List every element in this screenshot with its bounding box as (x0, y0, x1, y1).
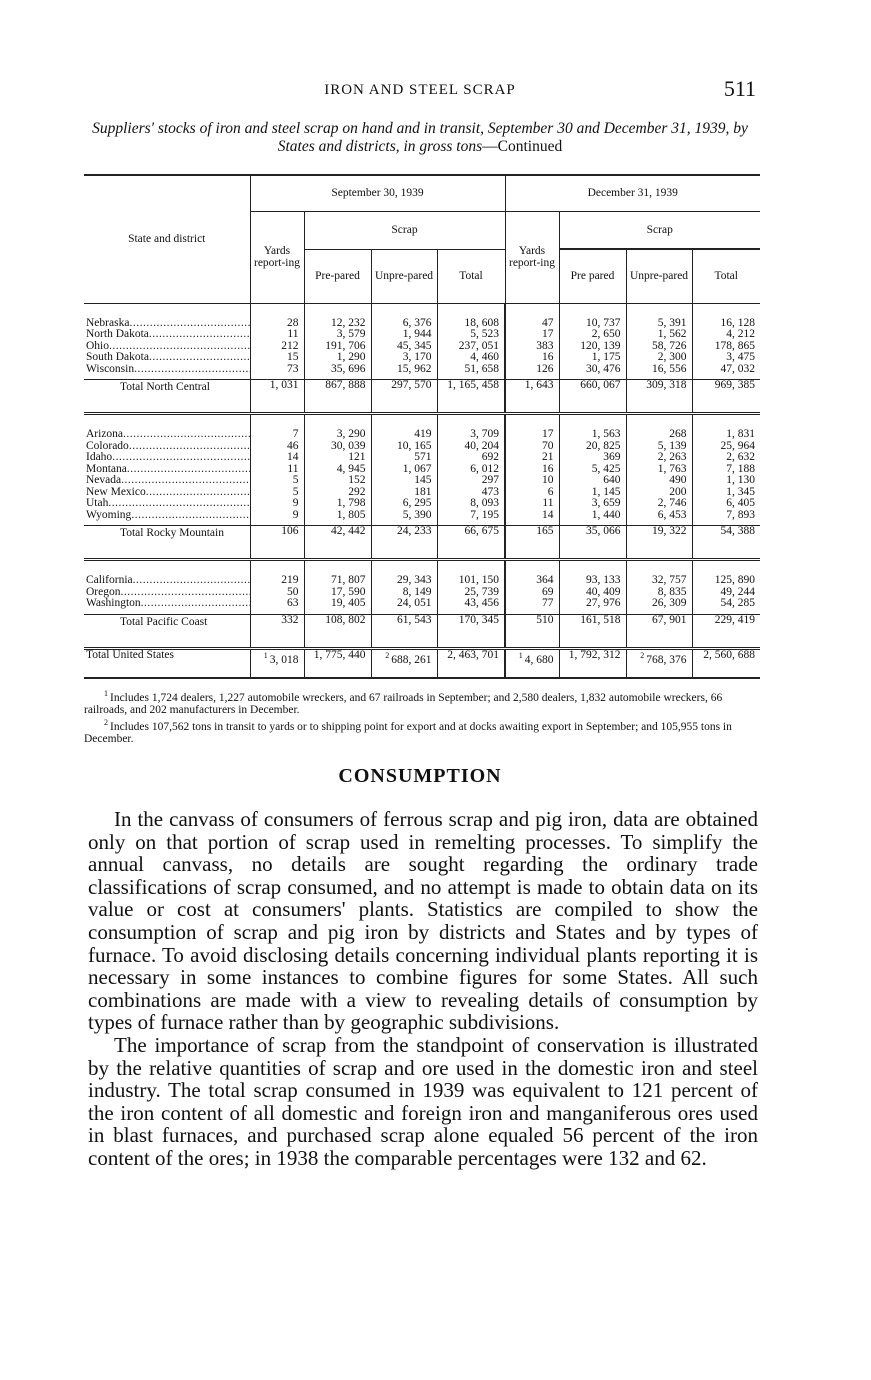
leader-dots (112, 452, 249, 463)
table-value: 6, 453 (657, 508, 687, 521)
total-value: 165 (505, 526, 559, 560)
table-value: 8, 835 (657, 585, 687, 598)
table-value: 1, 805 (336, 508, 366, 521)
value-cell (559, 303, 626, 380)
table-value: 3, 579 (336, 328, 366, 340)
table-value: 1, 763 (657, 462, 687, 475)
table-value: 15, 962 (397, 362, 432, 375)
state-name: Oregon ..... (86, 587, 250, 599)
table-value: 6, 405 (726, 497, 755, 509)
leader-dots (131, 510, 249, 521)
total-value: 867, 888 (304, 380, 371, 414)
table-value: 77 (542, 597, 554, 609)
value-cell (505, 414, 559, 526)
table-row-group (84, 560, 760, 615)
total-value: 24, 233 (371, 526, 437, 560)
footnote-marker: 2 (385, 650, 392, 660)
table-value: 45, 345 (397, 339, 432, 352)
table-row-group (84, 303, 760, 380)
table-value: 51, 658 (464, 362, 499, 375)
total-label: Total Pacific Coast (84, 614, 250, 648)
total-label: Total North Central (84, 380, 250, 414)
paragraph: In the canvass of consumers of ferrous scrap and pig iron, data are obtained only on that portion of scrap used in remelting processes. To simplify the annual canvass, no details are sought regarding the ordinary trade classifications of scrap consumed, and no attempt is made to obtain data on its value or cost at consumers' plants. Statistics are compiled to show the consumption of scrap and pig iron by districts and States and by types of furnace. To avoid disclosing details concerning individual plants reporting it is necessary in some instances to combine figures for some States. All such combinations are made with a view to revealing details of consumption by types of furnace rather than by geographic subdivisions. (88, 807, 758, 1035)
value-cell (250, 560, 304, 615)
table-value: 8, 093 (470, 497, 499, 509)
state-name-cell (84, 414, 250, 526)
body-text (88, 808, 758, 1170)
grand-total-value: 1, 775, 440 (304, 648, 371, 678)
total-value: 1, 031 (250, 380, 304, 414)
value-cell (304, 303, 371, 380)
table-value: 11 (542, 497, 554, 509)
total-value: 42, 442 (304, 526, 371, 560)
table-value: 145 (414, 474, 432, 486)
value-cell (304, 414, 371, 526)
header-yards-sep: Yards report-ing (250, 211, 304, 303)
table-value: 17 (542, 328, 554, 340)
page-number: 511 (723, 76, 756, 101)
table-value: 2, 650 (591, 328, 621, 340)
table-value: 1, 798 (336, 497, 366, 509)
table-value: 6, 295 (402, 497, 432, 509)
state-name: Arizona ..... (86, 429, 250, 441)
running-head (84, 76, 756, 102)
table-value: 292 (348, 485, 366, 498)
table-value: 63 (287, 597, 299, 609)
table-value: 178, 865 (714, 339, 755, 352)
table-value: 14 (542, 508, 554, 521)
state-name-cell (84, 560, 250, 615)
table-value: 9 (292, 508, 299, 521)
table-value: 4, 212 (726, 328, 755, 340)
table-value: 11 (287, 462, 299, 475)
leader-dots (133, 575, 250, 586)
value-cell (505, 303, 559, 380)
table-value: 4, 945 (336, 462, 366, 475)
total-value: 54, 388 (692, 526, 760, 560)
total-value: 108, 802 (304, 614, 371, 648)
table-value: 69 (542, 585, 554, 598)
table-value: 30, 039 (331, 439, 366, 452)
header-december: December 31, 1939 (505, 175, 760, 211)
state-name: Utah ..... (86, 498, 250, 510)
table-value: 30, 476 (586, 362, 621, 375)
table-value: 1, 563 (591, 428, 621, 440)
table-value: 200 (669, 485, 687, 498)
leader-dots (149, 329, 250, 340)
total-value: 106 (250, 526, 304, 560)
table-value: 212 (281, 339, 299, 352)
table-value: 16, 556 (652, 362, 687, 375)
table-value: 20, 825 (586, 439, 621, 452)
table-value: 6, 012 (470, 462, 499, 475)
paragraph: The importance of scrap from the standpoint of conservation is illustrated by the relative quantities of scrap and ore used in the domestic iron and steel industry. The total scrap consumed in 1939 was equivalent to 121 percent of the iron content of all domestic and foreign iron and manganiferous ores used in blast furnaces, and purchased scrap alone equaled 56 percent of the iron content of the ores; in 1938 the comparable percentages were 132 and 62. (88, 1032, 758, 1170)
value-cell (371, 414, 437, 526)
table-value: 1, 175 (591, 351, 621, 363)
table-value: 28 (287, 316, 299, 329)
caption-continued: —Continued (482, 138, 563, 155)
value-cell (437, 560, 505, 615)
grand-total-value: $^1$ 4, 680 (505, 648, 559, 678)
table-row-grand-total (84, 648, 760, 678)
table-value: 3, 709 (470, 428, 499, 440)
table-value: 10, 165 (397, 439, 432, 452)
header-total-sep: Total (437, 249, 505, 303)
table-value: 1, 345 (726, 485, 755, 498)
table-value: 1, 831 (726, 428, 755, 440)
leader-dots (127, 464, 250, 475)
total-value: 229, 419 (692, 614, 760, 648)
table-row-total (84, 614, 760, 648)
leader-dots (149, 352, 250, 363)
table-value: 25, 964 (720, 439, 755, 452)
value-cell (692, 303, 760, 380)
table-value: 219 (281, 574, 299, 586)
value-cell (559, 414, 626, 526)
header-september: September 30, 1939 (250, 175, 505, 211)
total-value: 35, 066 (559, 526, 626, 560)
table-value: 73 (287, 362, 299, 375)
leader-dots (121, 587, 250, 598)
table-value: 2, 300 (657, 351, 687, 363)
total-value: 19, 322 (626, 526, 692, 560)
value-cell (626, 560, 692, 615)
header-prepared-sep: Pre-pared (304, 249, 371, 303)
table-value: 369 (603, 451, 621, 463)
leader-dots (129, 441, 250, 452)
table-value: 8, 149 (402, 585, 432, 598)
total-value: 297, 570 (371, 380, 437, 414)
footnote-marker: 1 (263, 650, 270, 660)
caption-italic: Suppliers' stocks of iron and steel scrap on hand and in transit, September 30 and December 31, 1939, by States and districts, in gross tons (92, 120, 748, 155)
state-name: Nevada ..... (86, 475, 250, 487)
table-body (84, 303, 760, 678)
table-value: 7 (292, 428, 299, 440)
table-row-group (84, 414, 760, 526)
value-cell (437, 414, 505, 526)
header-prepared-dec: Pre pared (559, 249, 626, 303)
total-value: 309, 318 (626, 380, 692, 414)
state-name: Colorado ..... (86, 441, 250, 453)
table-value: 6 (547, 485, 554, 498)
table-value: 5, 391 (657, 316, 687, 329)
grand-total-value: $^2$ 688, 261 (371, 648, 437, 678)
table-value: 27, 976 (586, 597, 621, 609)
table-value: 40, 409 (586, 585, 621, 598)
table-value: 1, 440 (591, 508, 621, 521)
footnote: $^2$ Includes 107,562 tons in transit to yards or to shipping point for export and at docks awaiting export in September; and 105,955 tons in December. (84, 717, 732, 746)
table-value: 571 (414, 451, 432, 463)
table-value: 237, 051 (458, 339, 499, 352)
leader-dots (109, 341, 250, 352)
table-value: 26, 309 (652, 597, 687, 609)
table-value: 32, 757 (652, 574, 687, 586)
table-value: 7, 195 (470, 508, 499, 521)
table-value: 181 (414, 485, 432, 498)
section-title: CONSUMPTION (338, 765, 502, 787)
total-value: 660, 067 (559, 380, 626, 414)
table-value: 70 (542, 439, 554, 452)
scrap-stocks-table (84, 174, 760, 679)
table-value: 49, 244 (720, 585, 755, 598)
table-value: 1, 067 (402, 462, 432, 475)
table-value: 24, 051 (397, 597, 432, 609)
state-name: New Mexico ..... (86, 487, 250, 499)
table-value: 10, 737 (586, 316, 621, 329)
footnotes (84, 688, 758, 746)
table-value: 25, 739 (464, 585, 499, 598)
table-value: 12, 232 (331, 316, 366, 329)
table-value: 120, 139 (580, 339, 621, 352)
leader-dots (123, 429, 249, 440)
header-total-dec: Total (692, 249, 760, 303)
table-value: 473 (481, 485, 499, 498)
table-value: 46 (287, 439, 299, 452)
leader-dots (108, 498, 249, 509)
table-value: 1, 145 (591, 485, 621, 498)
table-value: 5 (292, 474, 299, 486)
table-value: 14 (287, 451, 299, 463)
value-cell (559, 560, 626, 615)
total-value: 510 (505, 614, 559, 648)
table-value: 1, 290 (336, 351, 366, 363)
table-value: 47, 032 (720, 362, 755, 375)
table-value: 5 (292, 485, 299, 498)
table-value: 101, 150 (458, 574, 499, 586)
table-value: 7, 893 (726, 508, 755, 521)
table-value: 19, 405 (331, 597, 366, 609)
value-cell (626, 414, 692, 526)
table-value: 419 (414, 428, 432, 440)
table-value: 47 (542, 316, 554, 329)
table-value: 640 (603, 474, 621, 486)
leader-dots (129, 318, 249, 329)
state-name: North Dakota ..... (86, 329, 250, 341)
table-caption (84, 120, 756, 156)
table-value: 490 (669, 474, 687, 486)
table-value: 17 (542, 428, 554, 440)
value-cell (371, 303, 437, 380)
total-value: 67, 901 (626, 614, 692, 648)
total-value: 170, 345 (437, 614, 505, 648)
table-value: 18, 608 (464, 316, 499, 329)
footnote-marker: 2 (640, 650, 647, 660)
header-state: State and district (84, 175, 250, 303)
table-value: 21 (542, 451, 554, 463)
header-yards-dec: Yards report-ing (505, 211, 559, 303)
total-value: 1, 643 (505, 380, 559, 414)
table-value: 71, 807 (331, 574, 366, 586)
value-cell (692, 560, 760, 615)
value-cell (505, 560, 559, 615)
table-value: 3, 659 (591, 497, 621, 509)
total-value: 66, 675 (437, 526, 505, 560)
table-row-total (84, 526, 760, 560)
table-value: 16 (542, 351, 554, 363)
leader-dots (134, 364, 249, 375)
footnote-marker: 2 (104, 717, 110, 727)
table-value: 126 (536, 362, 554, 375)
grand-total-label: Total United States (84, 648, 250, 678)
total-value: 332 (250, 614, 304, 648)
table-value: 3, 170 (402, 351, 432, 363)
state-name: Washington ..... (86, 598, 250, 610)
value-cell (626, 303, 692, 380)
value-cell (250, 303, 304, 380)
table-value: 16 (542, 462, 554, 475)
footnote: $^1$ Includes 1,724 dealers, 1,227 automobile wreckers, and 67 railroads in September; and 2,580 dealers, 1,832 automobile wreckers, 66 railroads, and 202 manufacturers in December. (84, 689, 723, 717)
table-value: 43, 456 (464, 597, 499, 609)
grand-total-value: 2, 463, 701 (437, 648, 505, 678)
table-value: 6, 376 (402, 316, 432, 329)
table-value: 121 (348, 451, 366, 463)
table-value: 5, 390 (402, 508, 432, 521)
state-name: Ohio ..... (86, 341, 250, 353)
table-value: 383 (536, 339, 554, 352)
grand-total-value: $^2$ 768, 376 (626, 648, 692, 678)
state-name: Nebraska ..... (86, 318, 250, 330)
running-title: IRON AND STEEL SCRAP (324, 82, 516, 98)
state-name: Idaho ..... (86, 452, 250, 464)
table-value: 364 (536, 574, 554, 586)
table-value: 4, 460 (470, 351, 499, 363)
table-value: 16, 128 (720, 316, 755, 329)
leader-dots (121, 475, 249, 486)
state-name: Wisconsin ..... (86, 364, 250, 376)
grand-total-value: $^1$ 3, 018 (250, 648, 304, 678)
table-value: 268 (669, 428, 687, 440)
leader-dots (146, 487, 250, 498)
total-value: 61, 543 (371, 614, 437, 648)
state-name: California ..... (86, 575, 250, 587)
table-value: 7, 188 (726, 462, 755, 475)
table-value: 125, 890 (714, 574, 755, 586)
header-scrap-dec: Scrap (559, 211, 760, 249)
header-unprepared-dec: Unpre-pared (626, 249, 692, 303)
state-name: South Dakota ..... (86, 352, 250, 364)
total-label: Total Rocky Mountain (84, 526, 250, 560)
table-value: 3, 290 (336, 428, 366, 440)
value-cell (692, 414, 760, 526)
state-name: Montana ..... (86, 464, 250, 476)
table-value: 93, 133 (586, 574, 621, 586)
grand-total-value: 2, 560, 688 (692, 648, 760, 678)
value-cell (371, 560, 437, 615)
total-value: 1, 165, 458 (437, 380, 505, 414)
table-value: 2, 746 (657, 497, 687, 509)
grand-total-value: 1, 792, 312 (559, 648, 626, 678)
total-value: 969, 385 (692, 380, 760, 414)
state-name-cell (84, 303, 250, 380)
table-value: 11 (287, 328, 299, 340)
table-value: 5, 139 (657, 439, 687, 452)
table-value: 5, 425 (591, 462, 621, 475)
value-cell (437, 303, 505, 380)
table-value: 692 (481, 451, 499, 463)
table-value: 2, 263 (657, 451, 687, 463)
table-value: 152 (348, 474, 366, 486)
table-row-total (84, 380, 760, 414)
table-value: 1, 130 (726, 474, 755, 486)
table-value: 10 (542, 474, 554, 486)
table-value: 40, 204 (464, 439, 499, 452)
table-value: 50 (287, 585, 299, 598)
table-value: 35, 696 (331, 362, 366, 375)
table-value: 297 (481, 474, 499, 486)
table-value: 191, 706 (325, 339, 366, 352)
value-cell (250, 414, 304, 526)
value-cell (304, 560, 371, 615)
table-value: 9 (292, 497, 299, 509)
table-value: 5, 523 (470, 328, 499, 340)
table-value: 17, 590 (331, 585, 366, 598)
total-value: 161, 518 (559, 614, 626, 648)
table-value: 54, 285 (720, 597, 755, 609)
table-value: 58, 726 (652, 339, 687, 352)
table-value: 2, 632 (726, 451, 755, 463)
table-value: 1, 944 (402, 328, 432, 340)
table-value: 1, 562 (657, 328, 687, 340)
leader-dots (141, 598, 250, 609)
table-value: 15 (287, 351, 299, 363)
state-name: Wyoming ..... (86, 510, 250, 522)
table-value: 29, 343 (397, 574, 432, 586)
footnote-marker: 1 (518, 650, 525, 660)
table-value: 3, 475 (726, 351, 755, 363)
header-unprepared-sep: Unpre-pared (371, 249, 437, 303)
header-scrap-sep: Scrap (304, 211, 505, 249)
footnote-marker: 1 (104, 689, 110, 698)
